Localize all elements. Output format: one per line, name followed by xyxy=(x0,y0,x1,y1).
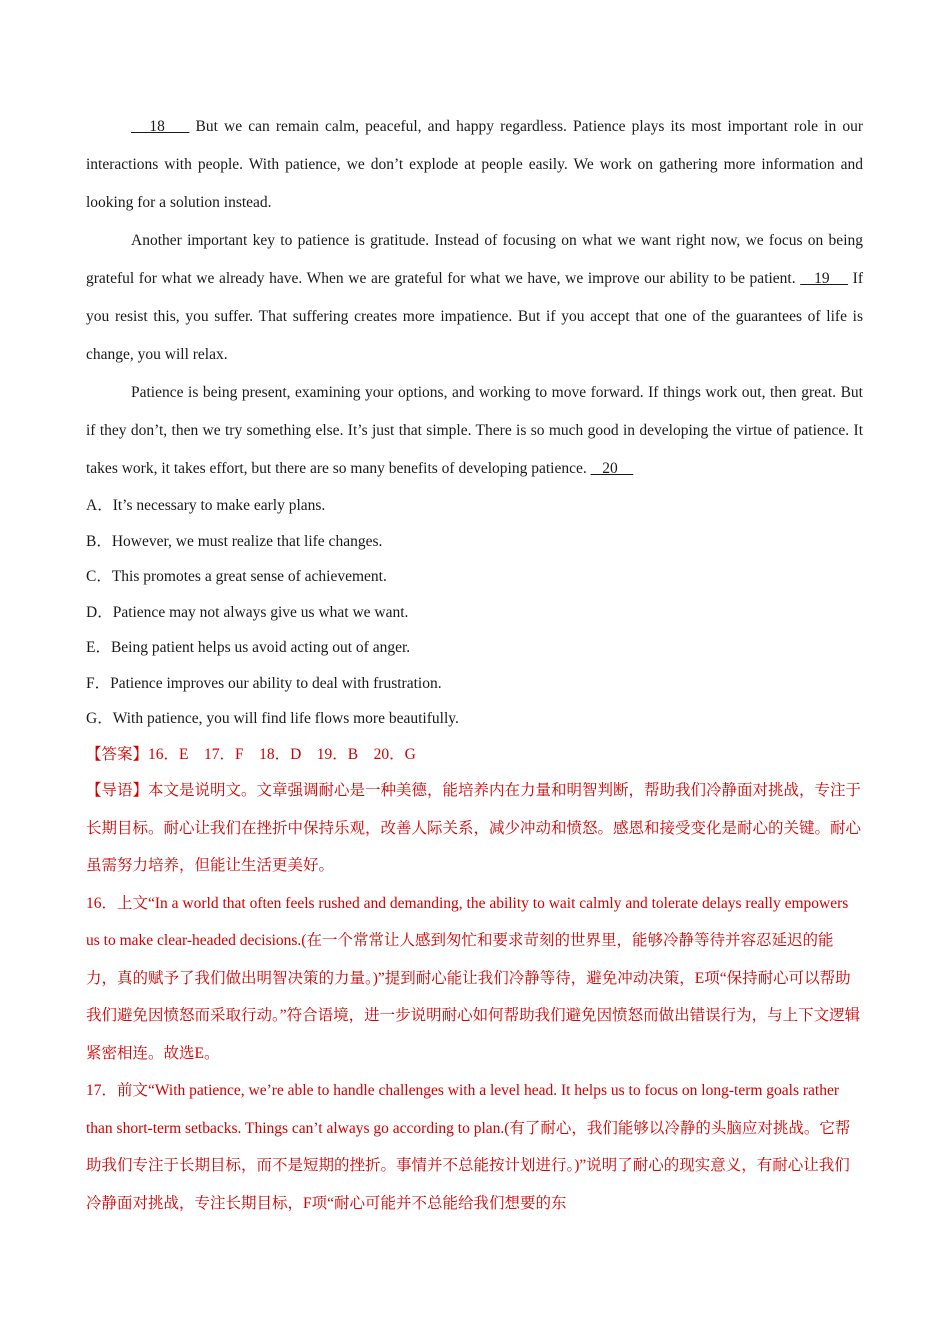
document-page xyxy=(86,108,863,1222)
blank-18: 18 xyxy=(131,118,190,135)
guide-paragraph xyxy=(86,772,863,885)
paragraph-2-text-before: Another important key to patience is gratitude. Instead of focusing on what we want right now, we focus on being grateful for what we already have. When we are grateful for what we have, we improve our ability to be patient. xyxy=(86,232,863,287)
passage-paragraph-1 xyxy=(86,108,863,222)
explanation-17: 17．前文“With patience, we’re able to handle challenges with a level head. It helps us to focus on long-term goals rather than short-term setbacks. Things can’t always go according to plan.(有了耐心，我们能够以冷静的头脑应对挑战。它帮助我们专注于长期目标，而不是短期的挫折。事情并不总能按计划进行。)”说明了耐心的现实意义，有耐心让我们冷静面对挑战，专注长期目标，F项“耐心可能并不总能给我们想要的东 xyxy=(86,1082,851,1212)
blank-20: 20 xyxy=(590,460,634,477)
option-f: F．Patience improves our ability to deal with frustration. xyxy=(86,674,442,692)
explanation-16: 16．上文“In a world that often feels rushed and demanding, the ability to wait calmly and tolerate delays really empowers us to make clear-headed decisions.(在一个常常让人感到匆忙和要求苛刻的世界里，能够冷静等待并容忍延迟的能力，真的赋予了我们做出明智决策的力量。)”提到耐心能让我们冷静等待，避免冲动决策，E项“保持耐心可以帮助我们避免因愤怒而采取行动。”符合语境，进一步说明耐心如何帮助我们避免因愤怒而做出错误行为，与上下文逻辑紧密相连。故选E。 xyxy=(86,894,861,1062)
option-d: D．Patience may not always give us what we want. xyxy=(86,603,409,621)
answer-line xyxy=(86,737,863,773)
paragraph-2-text-after: If you resist this, you suffer. That suffering creates more impatience. But if you accept that one of the guarantees of life is change, you will relax. xyxy=(86,270,864,363)
answer-label: 【答案】 xyxy=(86,745,149,763)
answer-text: 16．E 17．F 18．D 19．B 20．G xyxy=(148,745,416,763)
option-c: C．This promotes a great sense of achievement. xyxy=(86,568,387,585)
guide-text: 本文是说明文。文章强调耐心是一种美德，能培养内在力量和明智判断，帮助我们冷静面对挑战，专注于长期目标。耐心让我们在挫折中保持乐观，改善人际关系，减少冲动和愤怒。感恩和接受变化是耐心的关键。耐心虽需努力培养，但能让生活更美好。 xyxy=(86,782,862,874)
options-list xyxy=(86,488,863,737)
paragraph-1-text: But we can remain calm, peaceful, and happy regardless. Patience plays its most important role in our interactions with people. With patience, we don’t explode at people easily. We work on gathering more information and looking for a solution instead. xyxy=(86,118,864,211)
passage-paragraph-2 xyxy=(86,222,863,374)
blank-19: 19 xyxy=(800,270,849,287)
passage-paragraph-3 xyxy=(86,374,863,488)
paragraph-3-text: Patience is being present, examining your options, and working to move forward. If things work out, then great. But if they don’t, then we try something else. It’s just that simple. There is so much good in developing the virtue of patience. It takes work, it takes effort, but there are so many benefits of developing patience. xyxy=(86,384,863,477)
option-g: G．With patience, you will find life flows more beautifully. xyxy=(86,710,459,727)
option-b: B．However, we must realize that life changes. xyxy=(86,532,383,550)
option-a: A．It’s necessary to make early plans. xyxy=(86,497,326,514)
option-e: E．Being patient helps us avoid acting out of anger. xyxy=(86,639,411,656)
guide-label: 【导语】 xyxy=(86,782,149,799)
